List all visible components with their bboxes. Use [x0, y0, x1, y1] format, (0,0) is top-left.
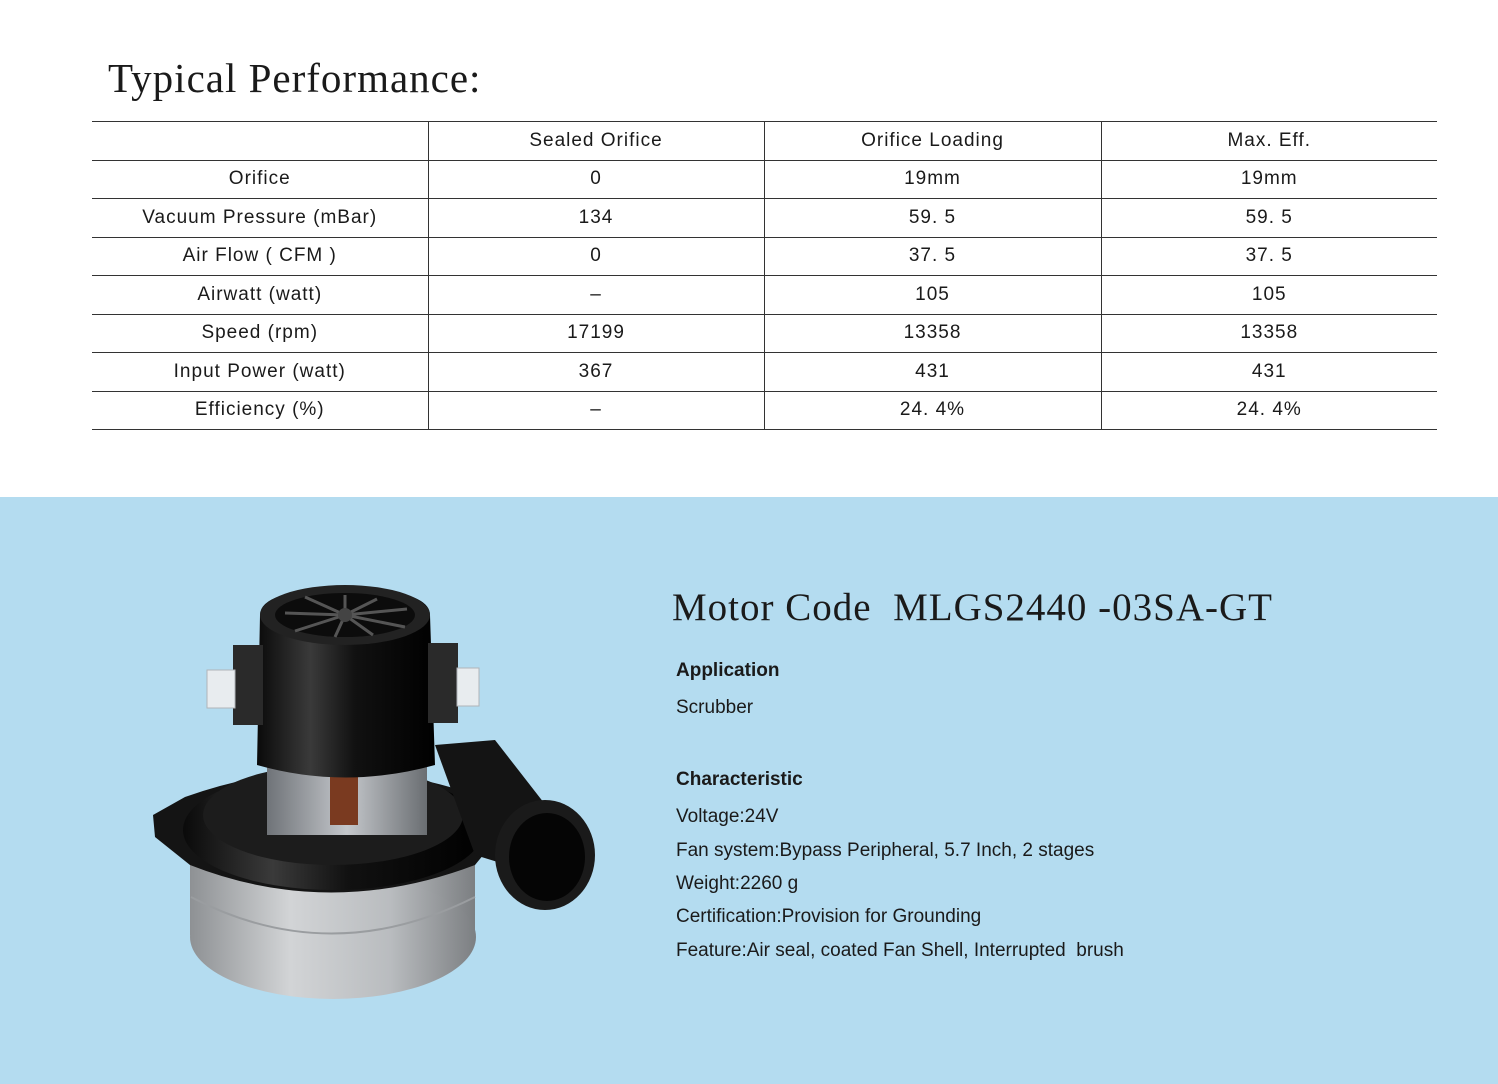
performance-title: Typical Performance:: [108, 55, 482, 101]
table-cell: 24. 4%: [1101, 391, 1437, 430]
header-cell: Max. Eff.: [1101, 122, 1437, 161]
table-cell: 37. 5: [764, 237, 1101, 276]
table-row: [92, 276, 1437, 315]
header-cell: Sealed Orifice: [428, 122, 764, 161]
table-cell: –: [428, 276, 764, 315]
row-label: Efficiency (%): [92, 391, 428, 430]
characteristic-feature: Feature:Air seal, coated Fan Shell, Interrupted brush: [676, 940, 1124, 961]
table-row: [92, 199, 1437, 238]
table-cell: 105: [764, 276, 1101, 315]
characteristic-voltage: Voltage:24V: [676, 806, 779, 827]
table-cell: 0: [428, 160, 764, 199]
table-cell: 19mm: [1101, 160, 1437, 199]
table-row: [92, 314, 1437, 353]
table-cell: 17199: [428, 314, 764, 353]
table-cell: 431: [764, 353, 1101, 392]
characteristic-certification: Certification:Provision for Grounding: [676, 906, 982, 927]
table-cell: 134: [428, 199, 764, 238]
table-cell: 59. 5: [764, 199, 1101, 238]
table-header-row: [92, 122, 1437, 161]
row-label: Input Power (watt): [92, 353, 428, 392]
table-row: [92, 391, 1437, 430]
performance-section: [0, 0, 1498, 497]
table-cell: 431: [1101, 353, 1437, 392]
table-row: [92, 160, 1437, 199]
row-label: Speed (rpm): [92, 314, 428, 353]
performance-table: [92, 121, 1437, 430]
row-label: Orifice: [92, 160, 428, 199]
table-cell: 19mm: [764, 160, 1101, 199]
characteristic-weight: Weight:2260 g: [676, 873, 799, 894]
motor-image: [145, 575, 605, 1015]
header-cell: Orifice Loading: [764, 122, 1101, 161]
table-cell: 59. 5: [1101, 199, 1437, 238]
table-cell: 24. 4%: [764, 391, 1101, 430]
table-cell: 367: [428, 353, 764, 392]
table-cell: –: [428, 391, 764, 430]
characteristic-heading: Characteristic: [676, 769, 803, 790]
table-row: [92, 237, 1437, 276]
motor-code-title: Motor Code MLGS2440 -03SA-GT: [672, 586, 1273, 629]
table-cell: 105: [1101, 276, 1437, 315]
table-cell: 37. 5: [1101, 237, 1437, 276]
characteristic-fan-system: Fan system:Bypass Peripheral, 5.7 Inch, 2 stages: [676, 840, 1095, 861]
table-cell: 13358: [764, 314, 1101, 353]
application-value: Scrubber: [676, 697, 754, 718]
table-row: [92, 353, 1437, 392]
row-label: Airwatt (watt): [92, 276, 428, 315]
row-label: Vacuum Pressure (mBar): [92, 199, 428, 238]
application-heading: Application: [676, 660, 780, 681]
table-cell: 0: [428, 237, 764, 276]
header-cell: [92, 122, 428, 161]
table-cell: 13358: [1101, 314, 1437, 353]
row-label: Air Flow ( CFM ): [92, 237, 428, 276]
